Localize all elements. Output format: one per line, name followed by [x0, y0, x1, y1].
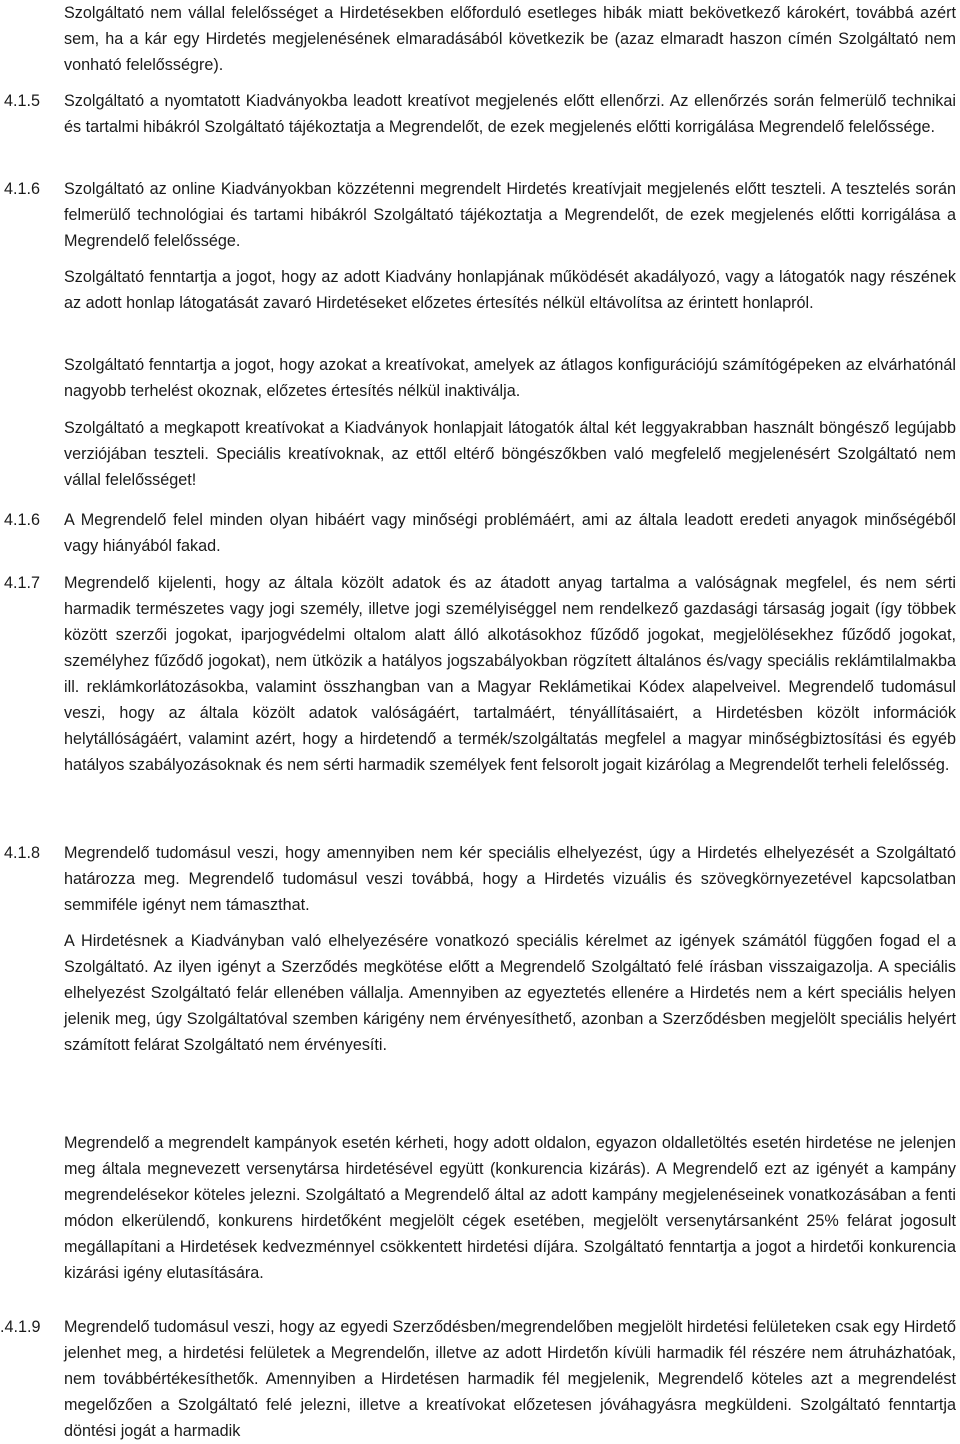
section-paragraph: Szolgáltató az online Kiadványokban közzétenni megrendelt Hirdetés kreatívjait megjelenés előtt teszteli. A tesztelés során felmerülő technológiai és tartami hibákról Szolgáltató tájékoztatja a Megrendelőt, de ezek megjelenés előtti korrigálása a Megrendelő felelőssége.	[64, 180, 956, 250]
section-paragraph: Megrendelő tudomásul veszi, hogy amennyiben nem kér speciális elhelyezést, úgy a Hirdetés elhelyezését a Szolgáltató határozza meg. Megrendelő tudomásul veszi továbbá, hogy a Hirdetés vizuális és szövegkörnyezetével kapcsolatban semmiféle igényt nem támaszthat.	[64, 844, 956, 914]
section-paragraph: A Hirdetésnek a Kiadványban való elhelyezésére vonatkozó speciális kérelmet az igények számától függően fogad el a Szolgáltató. Az ilyen igényt a Szerződés megkötése előtt a Megrendelő Szolgáltató felé írásban visszaigazolja. A speciális elhelyezést Szolgáltató felár ellenében vállalja. Amennyiben az egyeztetés ellenére a Hirdetés nem a kért speciális helyen jelenik meg, úgy Szolgáltatóval szemben kárigény nem érvényesíthető, azonban a Szerződésben megjelölt speciális helyért számított felárat Szolgáltató nem érvényesíti.	[64, 932, 956, 1054]
section-paragraph: Megrendelő tudomásul veszi, hogy az egyedi Szerződésben/megrendelőben megjelölt hirdetési felületeken csak egy Hirdető jelenhet meg, a hirdetési felületek a Megrendelőn, illetve az adott Hirdetőn kívüli harmadik fél részére nem átruházhatóak, nem továbbértékesíthetők. Amennyiben a Hirdetésen harmadik fél megjelenik, Megrendelő köteles azt a megrendelést megelőzően a Szolgáltató felé jelezni, illetve a kreatívokat előzetesen jóváhagyásra megküldeni. Szolgáltató fenntartja döntési jogát a harmadik	[64, 1318, 956, 1440]
section-number: 4.1.7	[4, 574, 41, 592]
section-paragraph: A Megrendelő felel minden olyan hibáért vagy minőségi problémáért, ami az általa leadott eredeti anyagok minőségéből vagy hiányából fakad.	[64, 511, 956, 555]
section-paragraph: Szolgáltató fenntartja a jogot, hogy azokat a kreatívokat, amelyek az átlagos konfigurációjú számítógépeken az elvárhatónál nagyobb terhelést okoznak, előzetes értesítés nélkül inaktiválja.	[64, 356, 956, 400]
section-paragraph: Megrendelő a megrendelt kampányok esetén kérheti, hogy adott oldalon, egyazon oldalletöltés esetén hirdetése ne jelenjen meg általa megnevezett versenytársa hirdetésével együtt (konkurencia kizárás). A Megrendelő ezt az igényét a kampány megrendelésekor köteles jelezni. Szolgáltató a Megrendelő által az adott kampány megjelenéseinek vonatkozásában a fenti módon elkerülendő, konkurens hirdetőként megjelölt cégek esetében, megjelölt versenytársanként 25% felárat jogosult megállapítani a Hirdetések kedvezménnyel csökkentett hirdetési díjára. Szolgáltató fenntartja a jogot a hirdetői konkurencia kizárási igény elutasítására.	[64, 1134, 956, 1282]
section-number: 4.1.5	[4, 92, 41, 110]
section-paragraph: Szolgáltató a nyomtatott Kiadványokba leadott kreatívot megjelenés előtt ellenőrzi. Az ellenőrzés során felmerülő technikai és tartalmi hibákról Szolgáltató tájékoztatja a Megrendelőt, de ezek megjelenés előtti korrigálása Megrendelő felelőssége.	[64, 92, 956, 136]
section-paragraph: Szolgáltató a megkapott kreatívokat a Kiadványok honlapjait látogatók által két leggyakrabban használt böngésző legújabb verziójában teszteli. Speciális kreatívoknak, az ettől eltérő böngészőkben való megfelelő megjelenésért Szolgáltató nem vállal felelősséget!	[64, 419, 956, 489]
section-paragraph: Megrendelő kijelenti, hogy az általa közölt adatok és az átadott anyag tartalma a valóságnak megfelel, és nem sérti harmadik természetes vagy jogi személy, illetve jogi személyiséggel nem rendelkező gazdasági társaság jogait (így többek között szerzői jogokat, iparjogvédelmi oltalom alatt álló alkotásokhoz fűződő jogokat, megjelölésekhez fűződő jogokat, személyhez fűződő jogokat), nem ütközik a hatályos jogszabályokban rögzített általános és/vagy speciális reklámtilalmakba ill. reklámkorlátozásokba, valamint összhangban van a Magyar Reklámetikai Kódex alapelveivel. Megrendelő tudomásul veszi, hogy az általa közölt adatok valóságáért, tartalmáért, tényállításaiért, a Hirdetésben közölt információk helytállóságáért, valamint azért, hogy a hirdetendő a termék/szolgáltatás megfelel a magyar minőségbiztosítási és egyéb hatályos szabályozásoknak és nem sérti harmadik személyek fent felsorolt jogait kizárólag a Megrendelőt terheli felelősség.	[64, 574, 956, 774]
section-number: 4.1.6	[4, 511, 41, 529]
section-paragraph: Szolgáltató fenntartja a jogot, hogy az adott Kiadvány honlapjának működését akadályozó, vagy a látogatók nagy részének az adott honlap látogatását zavaró Hirdetéseket előzetes értesítés nélkül eltávolítsa az érintett honlapról.	[64, 268, 956, 312]
section-number: .4.1.9	[0, 1318, 41, 1336]
section-number: 4.1.8	[4, 844, 41, 862]
intro-paragraph: Szolgáltató nem vállal felelősséget a Hirdetésekben előforduló esetleges hibák miatt bekövetkező károkért, továbbá azért sem, ha a kár egy Hirdetés megjelenésének elmaradásából következik be (azaz elmaradt haszon címén Szolgáltató nem vonható felelősségre).	[64, 4, 956, 74]
section-number: 4.1.6	[4, 180, 41, 198]
